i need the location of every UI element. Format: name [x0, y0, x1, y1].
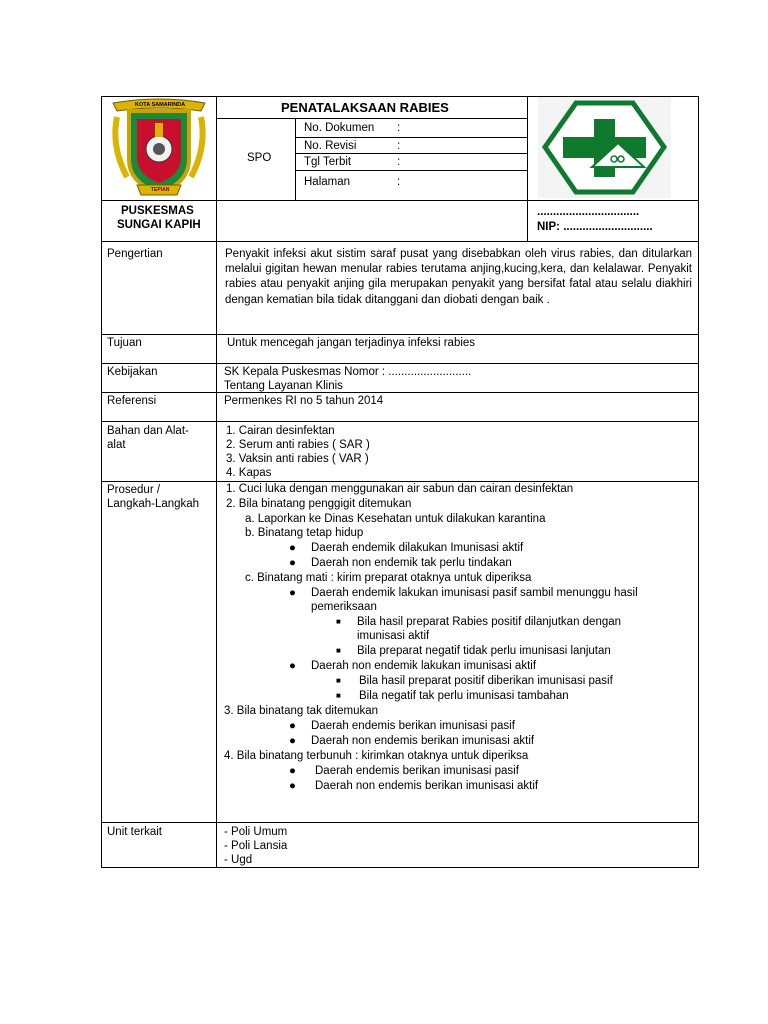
prosedur-subbullet: Bila hasil preparat positif diberikan imunisasi pasif [359, 675, 613, 687]
meta-no-dokumen: No. Dokumen [304, 122, 375, 134]
prosedur-step: 1. Cuci luka dengan menggunakan air sabun dan cairan desinfektan [226, 483, 574, 495]
bullet-dot: ● [289, 660, 296, 672]
meta-halaman: Halaman [304, 176, 351, 188]
prosedur-bullet: Daerah endemik lakukan imunisasi pasif sambil menunggu hasil [311, 587, 638, 599]
bahan-item: 3. Vaksin anti rabies ( VAR ) [226, 453, 369, 465]
row-label-pengertian: Pengertian [107, 248, 163, 260]
prosedur-bullet: Daerah non endemik lakukan imunisasi aktif [311, 660, 537, 672]
prosedur-bullet: Daerah non endemis berikan imunisasi aktif [315, 780, 539, 792]
prosedur-bullet: Daerah endemis berikan imunisasi pasif [311, 720, 515, 732]
org-name-line2: SUNGAI KAPIH [117, 219, 201, 231]
prosedur-subbullet: Bila preparat negatif tidak perlu imunisasi lanjutan [357, 645, 611, 657]
prosedur-step: 2. Bila binatang penggigit ditemukan [226, 498, 412, 510]
row-label-bahan: Bahan dan Alat- [107, 425, 189, 437]
prosedur-subbullet-cont: imunisasi aktif [357, 630, 430, 642]
bullet-square: ■ [336, 617, 341, 626]
signature-line: ................................ [537, 206, 640, 218]
pengertian-text: Penyakit infeksi akut sistim saraf pusat yang disebabkan oleh virus rabies, dan ditularkan melalui gigitan hewan menular rabies terutama anjing,kucing,kera, dan kelalawar. Penyakit rabies atau penyakit anjing gila merupakan penyakit yang bersifat fatal atau selalu diakhiri dengan kematian bila tidak ditanggani dan diobati dengan baik . [225, 248, 692, 306]
document-title: PENATALAKSAAN RABIES [281, 100, 449, 115]
prosedur-step: 4. Bila binatang terbunuh : kirimkan otaknya untuk diperiksa [224, 750, 529, 762]
row-label-tujuan: Tujuan [107, 337, 142, 349]
bullet-dot: ● [289, 780, 296, 792]
prosedur-subbullet: Bila negatif tak perlu imunisasi tambahan [359, 690, 569, 702]
bahan-item: 4. Kapas [226, 467, 272, 479]
bullet-square: ■ [336, 676, 341, 685]
meta-tgl-terbit: Tgl Terbit [304, 156, 352, 168]
prosedur-bullet: Daerah endemis berikan imunisasi pasif [315, 765, 519, 777]
bullet-dot: ● [289, 557, 296, 569]
spo-label: SPO [247, 152, 272, 164]
kota-samarinda-logo [107, 97, 211, 199]
bullet-square: ■ [336, 646, 341, 655]
prosedur-bullet: Daerah non endemik tak perlu tindakan [311, 557, 512, 569]
meta-no-revisi: No. Revisi [304, 140, 357, 152]
bahan-item: 2. Serum anti rabies ( SAR ) [226, 439, 370, 451]
tujuan-text: Untuk mencegah jangan terjadinya infeksi rabies [227, 337, 476, 349]
unit-item: - Ugd [224, 854, 253, 866]
bullet-dot: ● [289, 542, 296, 554]
bullet-dot: ● [289, 587, 296, 599]
prosedur-substep: c. Binatang mati : kirim preparat otaknya untuk diperiksa [245, 572, 532, 584]
unit-item: - Poli Lansia [224, 840, 288, 852]
meta-sep: : [397, 176, 401, 188]
logo-text-top: KOTA SAMARINDA [135, 102, 186, 108]
meta-sep: : [397, 156, 401, 168]
row-label-unit: Unit terkait [107, 826, 162, 838]
puskesmas-logo [538, 97, 671, 198]
bullet-dot: ● [289, 735, 296, 747]
bullet-dot: ● [289, 765, 296, 777]
prosedur-subbullet: Bila hasil preparat Rabies positif dilanjutkan dengan [357, 616, 622, 628]
bahan-item: 1. Cairan desinfektan [226, 425, 335, 437]
prosedur-substep: b. Binatang tetap hidup [245, 527, 364, 539]
kebijakan-line1: SK Kepala Puskesmas Nomor : .......................... [224, 366, 472, 378]
row-label-prosedur-cont: Langkah-Langkah [107, 498, 200, 510]
nip-field: NIP: ............................ [537, 221, 653, 233]
prosedur-bullet: Daerah endemik dilakukan Imunisasi aktif [311, 542, 524, 554]
bullet-square: ■ [336, 691, 341, 700]
prosedur-step: 3. Bila binatang tak ditemukan [224, 705, 379, 717]
kebijakan-line2: Tentang Layanan Klinis [224, 380, 343, 392]
bullet-dot: ● [289, 720, 296, 732]
meta-sep: : [397, 122, 401, 134]
logo-text-bottom: TEPIAN [151, 187, 170, 193]
row-label-kebijakan: Kebijakan [107, 366, 158, 378]
org-name-line1: PUSKESMAS [121, 205, 194, 217]
prosedur-bullet-cont: pemeriksaan [311, 601, 377, 613]
row-label-prosedur: Prosedur / [107, 484, 161, 496]
referensi-text: Permenkes RI no 5 tahun 2014 [224, 395, 384, 407]
unit-item: - Poli Umum [224, 826, 288, 838]
row-label-referensi: Referensi [107, 395, 157, 407]
prosedur-bullet: Daerah non endemis berikan imunisasi aktif [311, 735, 535, 747]
meta-sep: : [397, 140, 401, 152]
prosedur-substep: a. Laporkan ke Dinas Kesehatan untuk dilakukan karantina [245, 513, 546, 525]
row-label-bahan-cont: alat [107, 439, 126, 451]
